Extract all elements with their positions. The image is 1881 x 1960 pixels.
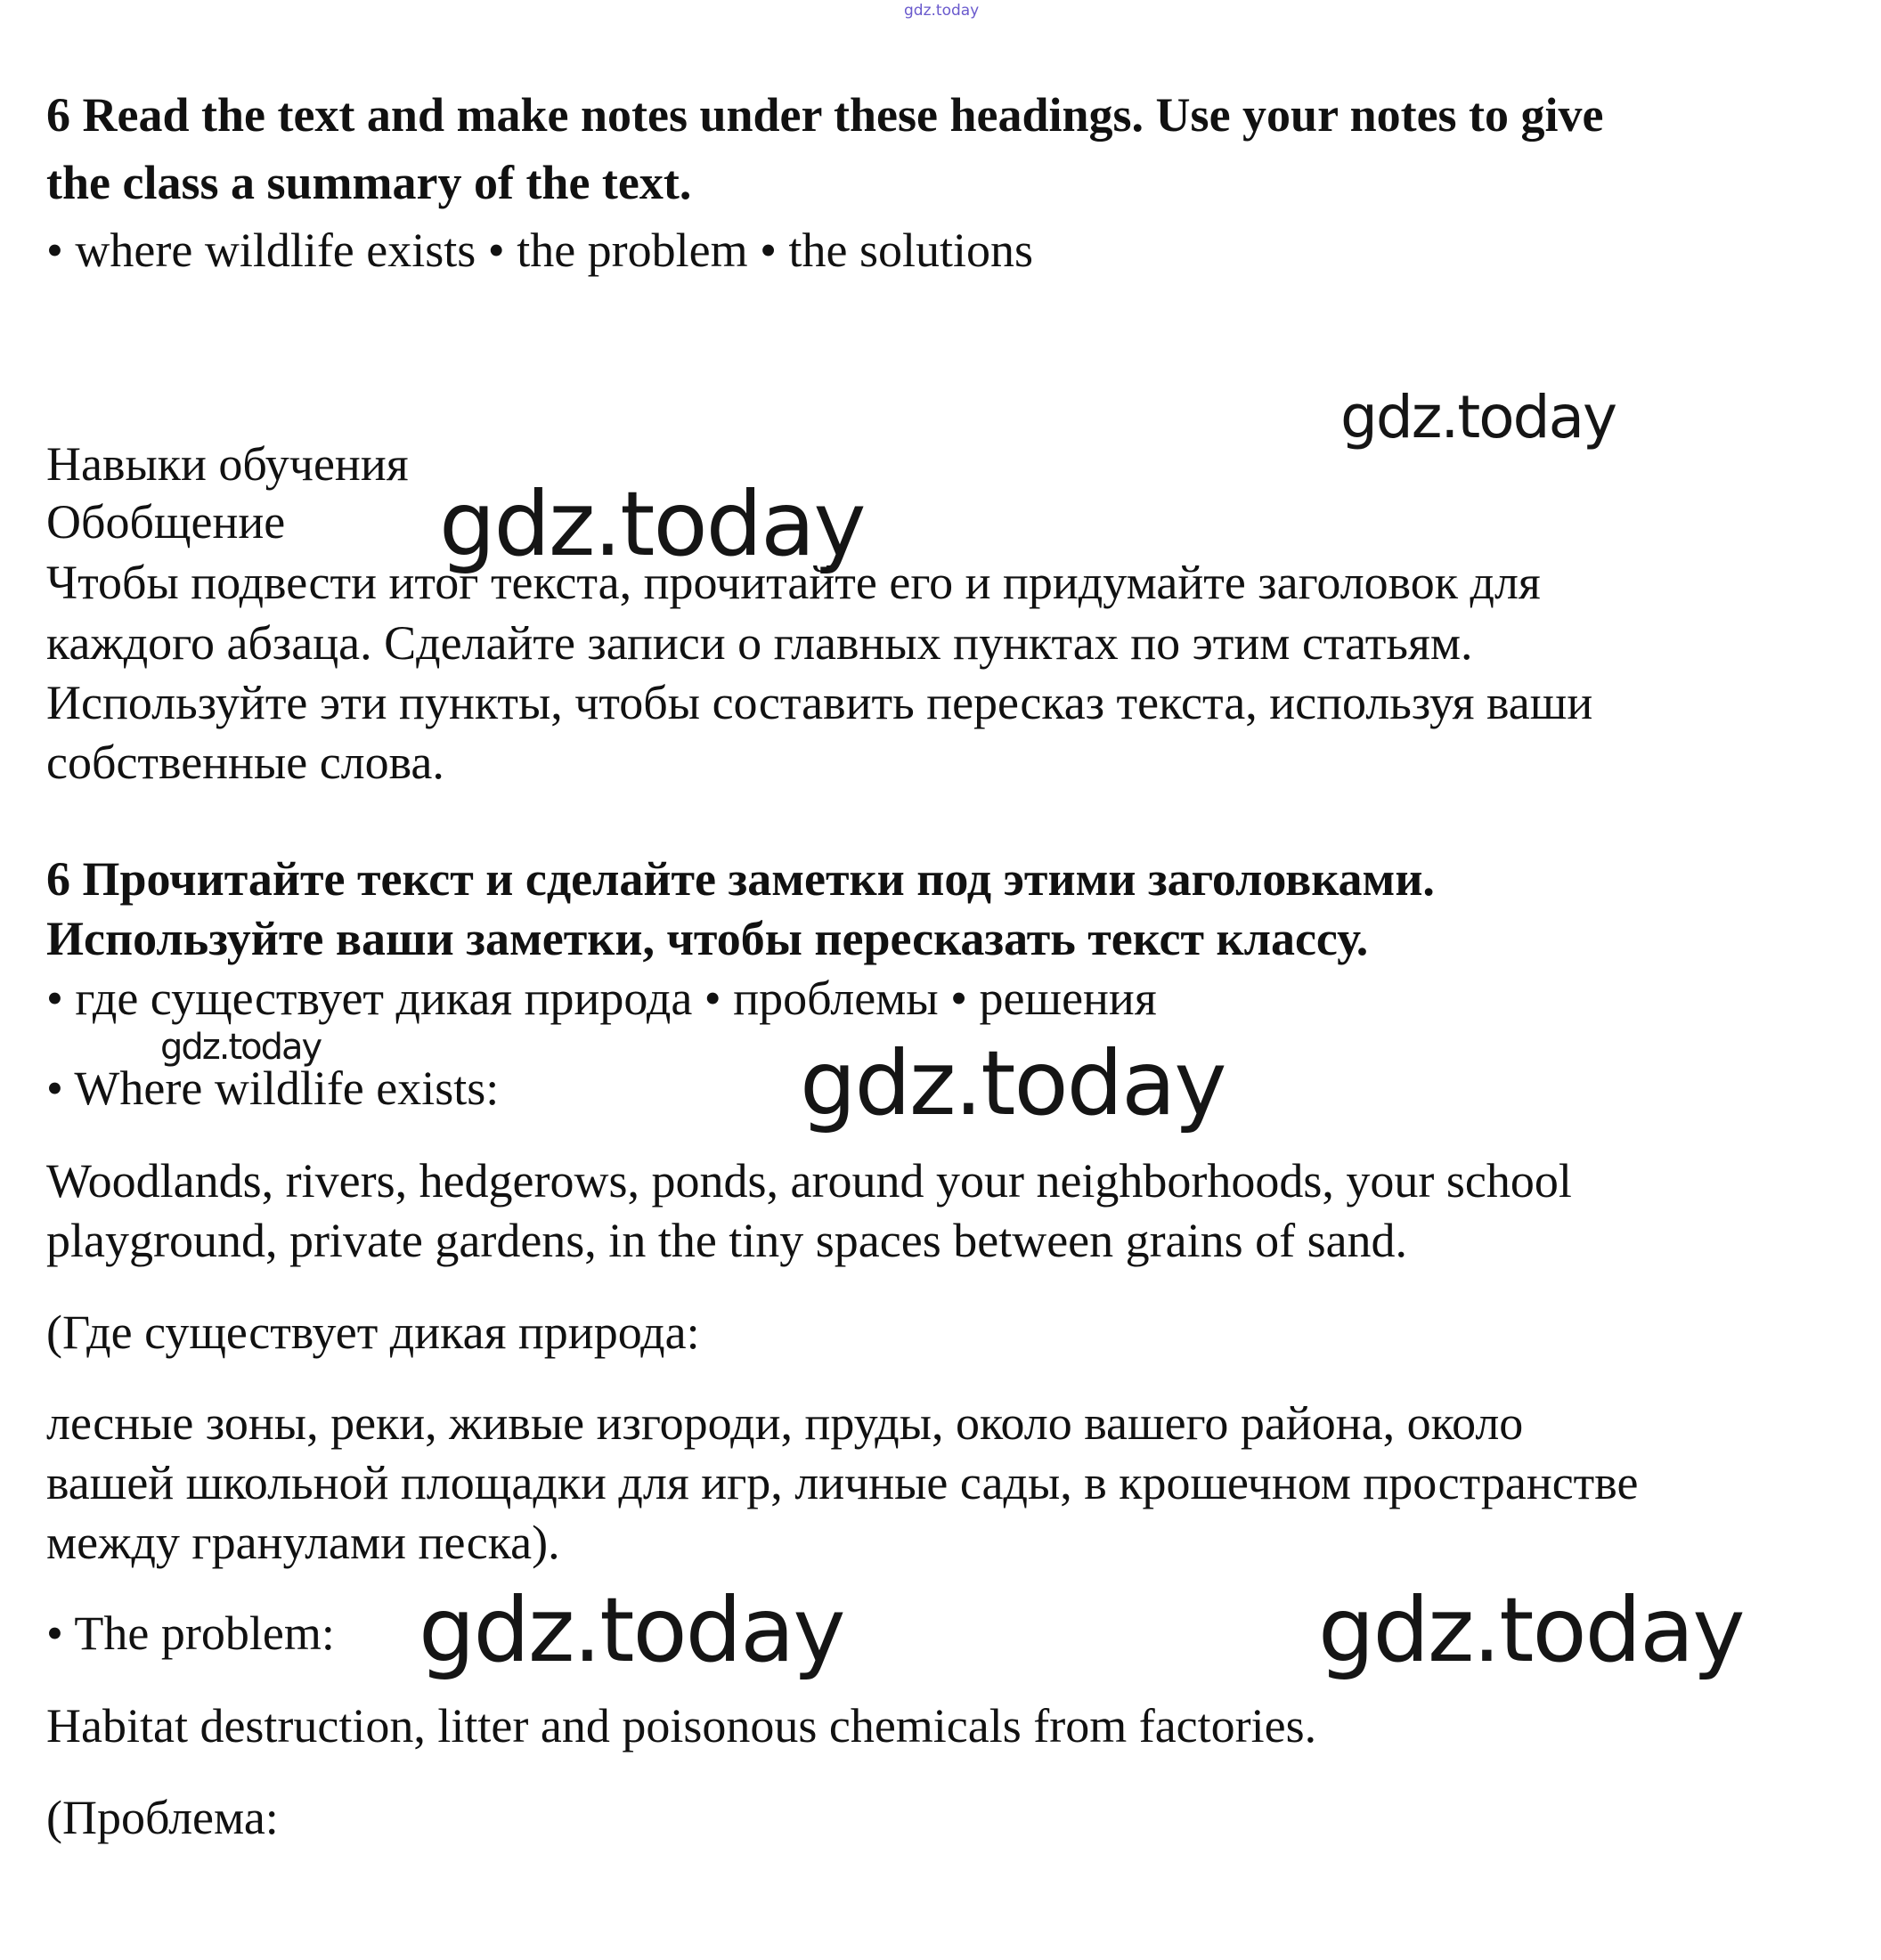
task-bullets-en: • where wildlife exists • the problem • the solutions <box>46 224 1034 277</box>
answer-where-ru-line: лесные зоны, реки, живые изгороди, пруды, около вашего района, около <box>46 1396 1524 1450</box>
skills-paragraph-line: собственные слова. <box>46 736 444 789</box>
watermark: gdz.today <box>439 472 865 576</box>
task-heading-en-line2: the class a summary of the text. <box>46 156 692 209</box>
task-heading-ru-line1: 6 Прочитайте текст и сделайте заметки под этими заголовками. <box>46 852 1435 906</box>
skills-paragraph-line: Используйте эти пункты, чтобы составить пересказ текста, используя ваши <box>46 676 1593 729</box>
watermark: gdz.today <box>1318 1578 1744 1682</box>
answer-problem-label: • The problem: <box>46 1606 335 1660</box>
answer-where-label: • Where wildlife exists: <box>46 1061 500 1115</box>
skills-title: Навыки обучения <box>46 437 409 491</box>
task-heading-en-line1: 6 Read the text and make notes under these headings. Use your notes to give <box>46 88 1604 142</box>
task-bullets-ru: • где существует дикая природа • проблемы • решения <box>46 972 1157 1025</box>
task-heading-ru-line2: Используйте ваши заметки, чтобы пересказать текст классу. <box>46 912 1369 965</box>
answer-where-ru-label: (Где существует дикая природа: <box>46 1305 700 1359</box>
answer-problem-text: Habitat destruction, litter and poisonous chemicals from factories. <box>46 1699 1317 1753</box>
answer-where-ru-line: вашей школьной площадки для игр, личные сады, в крошечном пространстве <box>46 1456 1639 1509</box>
watermark: gdz.today <box>160 1027 322 1068</box>
watermark: gdz.today <box>419 1578 844 1682</box>
answer-where-ru-line: между гранулами песка). <box>46 1516 560 1569</box>
skills-paragraph-line: Чтобы подвести итог текста, прочитайте его и придумайте заголовок для <box>46 556 1541 609</box>
skills-subtitle: Обобщение <box>46 495 286 549</box>
header-watermark: gdz.today <box>904 2 980 20</box>
watermark: gdz.today <box>800 1031 1226 1135</box>
answer-where-text-line: Woodlands, rivers, hedgerows, ponds, around your neighborhoods, your school <box>46 1154 1572 1208</box>
answer-problem-ru-label: (Проблема: <box>46 1791 279 1844</box>
skills-paragraph-line: каждого абзаца. Сделайте записи о главных пунктах по этим статьям. <box>46 616 1473 670</box>
answer-where-text-line: playground, private gardens, in the tiny spaces between grains of sand. <box>46 1214 1408 1267</box>
watermark: gdz.today <box>1340 383 1616 451</box>
